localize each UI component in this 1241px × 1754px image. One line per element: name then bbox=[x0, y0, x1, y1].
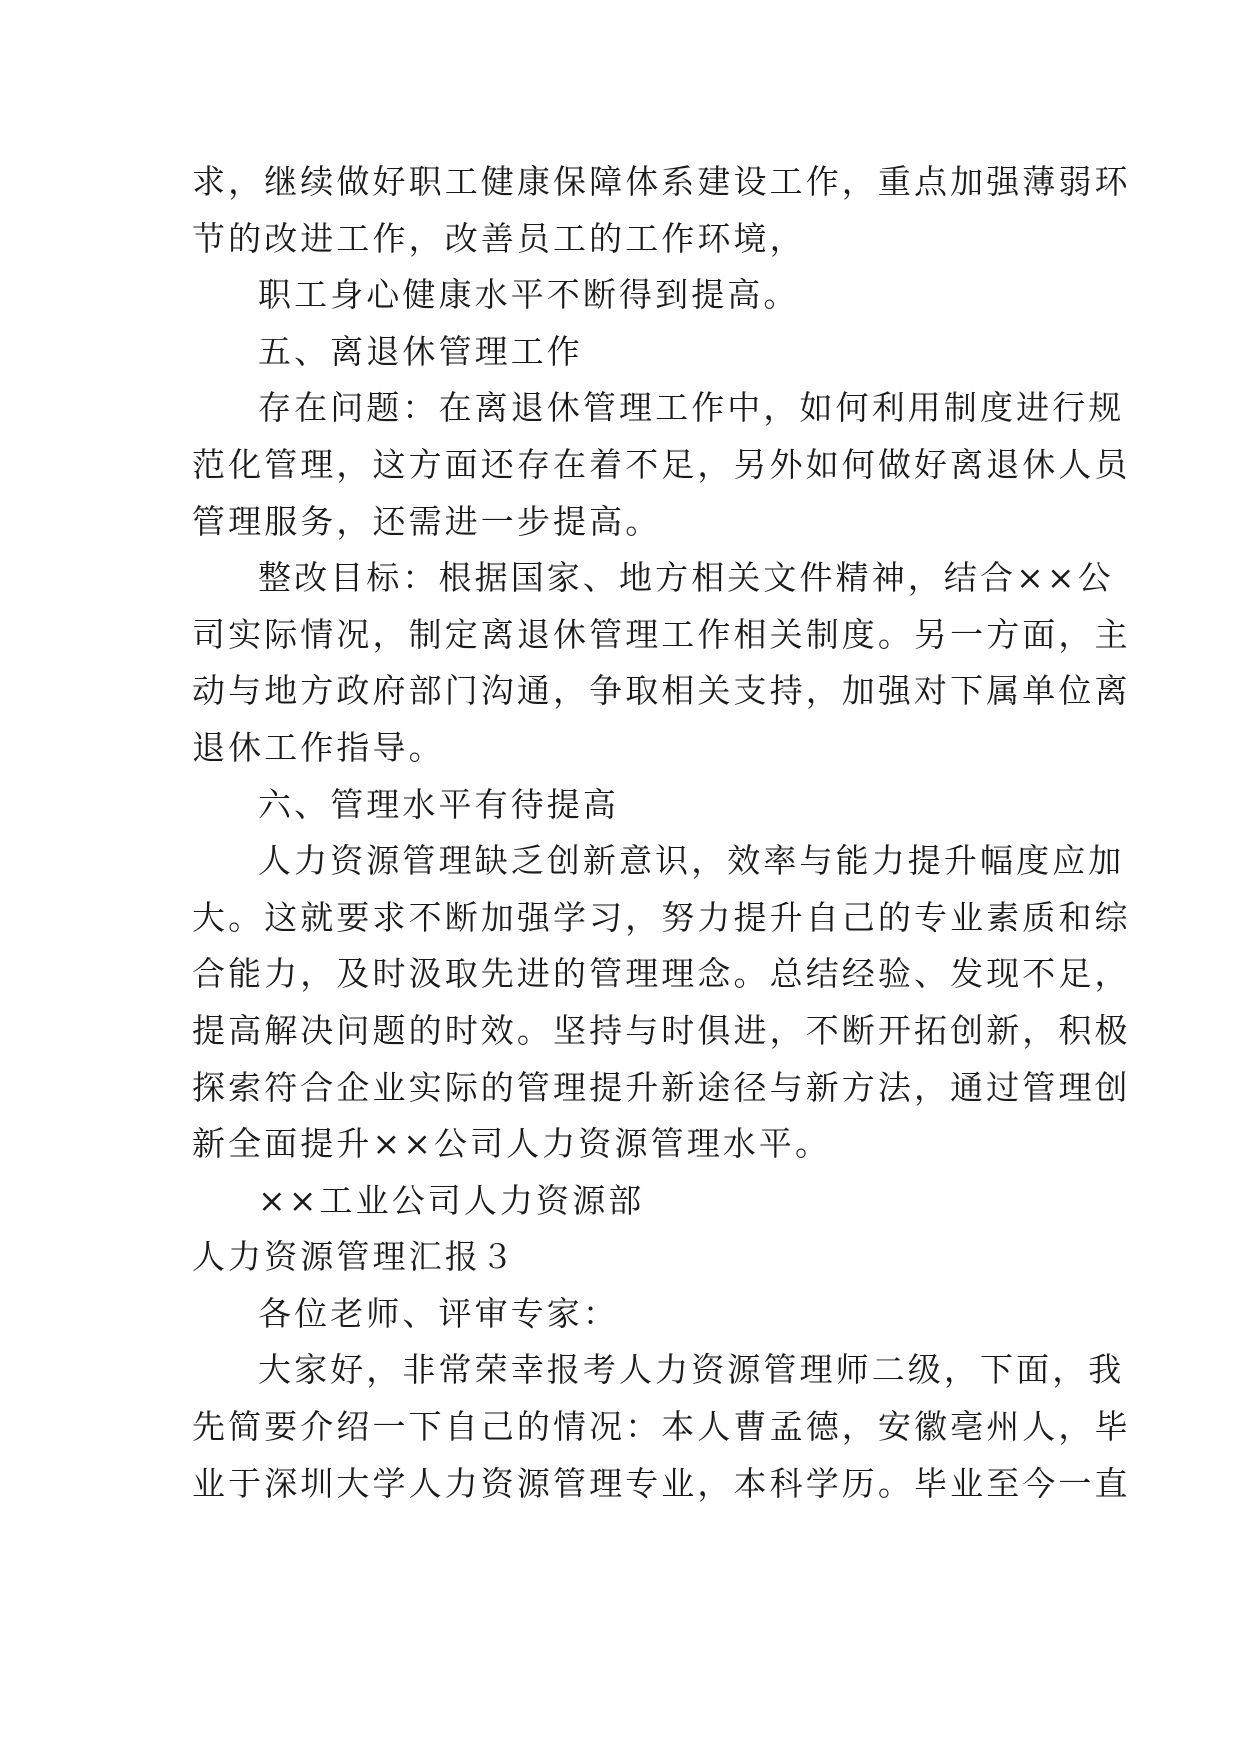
document-title bbox=[192, 1229, 1072, 1286]
paragraph-management-improvement bbox=[192, 833, 1131, 1173]
document-body bbox=[192, 154, 1131, 1512]
title-text: 人力资源管理汇报３ bbox=[192, 1237, 517, 1277]
text-line: 人力资源管理缺乏创新意识，效率与能力提升幅度应加 bbox=[258, 841, 1125, 881]
text-line: 新全面提升××公司人力资源管理水平。 bbox=[192, 1124, 832, 1164]
salutation-text: 各位老师、评审专家： bbox=[258, 1293, 619, 1333]
paragraph-self-introduction bbox=[192, 1342, 1131, 1512]
text-line: 求，继续做好职工健康保障体系建设工作，重点加强薄弱环 bbox=[192, 162, 1131, 201]
text-line: 职工身心健康水平不断得到提高。 bbox=[258, 275, 800, 315]
section-heading-retirement bbox=[192, 324, 1072, 381]
text-line: 司实际情况，制定离退休管理工作相关制度。另一方面，主 bbox=[192, 614, 1131, 654]
text-line: 大家好，非常荣幸报考人力资源管理师二级，下面，我 bbox=[258, 1350, 1125, 1390]
text-line: 业于深圳大学人力资源管理专业，本科学历。毕业至今一直 bbox=[192, 1463, 1131, 1503]
section-heading-management bbox=[192, 777, 1072, 834]
text-line: 探索符合企业实际的管理提升新途径与新方法，通过管理创 bbox=[192, 1067, 1131, 1107]
salutation bbox=[192, 1286, 1072, 1343]
paragraph-retirement-goals bbox=[192, 550, 1131, 776]
heading-text: 五、离退休管理工作 bbox=[258, 331, 583, 371]
text-line: 整改目标：根据国家、地方相关文件精神，结合××公 bbox=[258, 558, 1114, 598]
paragraph-health-result bbox=[192, 267, 1072, 324]
text-line: 合能力，及时汲取先进的管理理念。总结经验、发现不足， bbox=[192, 954, 1131, 994]
text-line: 动与地方政府部门沟通，争取相关支持，加强对下属单位离 bbox=[192, 671, 1131, 711]
text-line: 大。这就要求不断加强学习，努力提升自己的专业素质和综 bbox=[192, 897, 1131, 937]
text-line: 先简要介绍一下自己的情况：本人曹孟德，安徽亳州人，毕 bbox=[192, 1407, 1131, 1447]
signature-text: ××工业公司人力资源部 bbox=[258, 1180, 645, 1220]
text-line: 节的改进工作，改善员工的工作环境， bbox=[192, 218, 806, 258]
paragraph-health-continued bbox=[192, 154, 1131, 267]
text-line: 管理服务，还需进一步提高。 bbox=[192, 501, 662, 541]
text-line: 提高解决问题的时效。坚持与时俱进，不断开拓创新，积极 bbox=[192, 1010, 1131, 1050]
text-line: 范化管理，这方面还存在着不足，另外如何做好离退休人员 bbox=[192, 444, 1131, 484]
heading-text: 六、管理水平有待提高 bbox=[258, 784, 619, 824]
text-line: 存在问题：在离退休管理工作中，如何利用制度进行规 bbox=[258, 388, 1125, 428]
text-line: 退休工作指导。 bbox=[192, 727, 445, 767]
signature-department bbox=[192, 1173, 1072, 1230]
paragraph-retirement-problems bbox=[192, 380, 1131, 550]
